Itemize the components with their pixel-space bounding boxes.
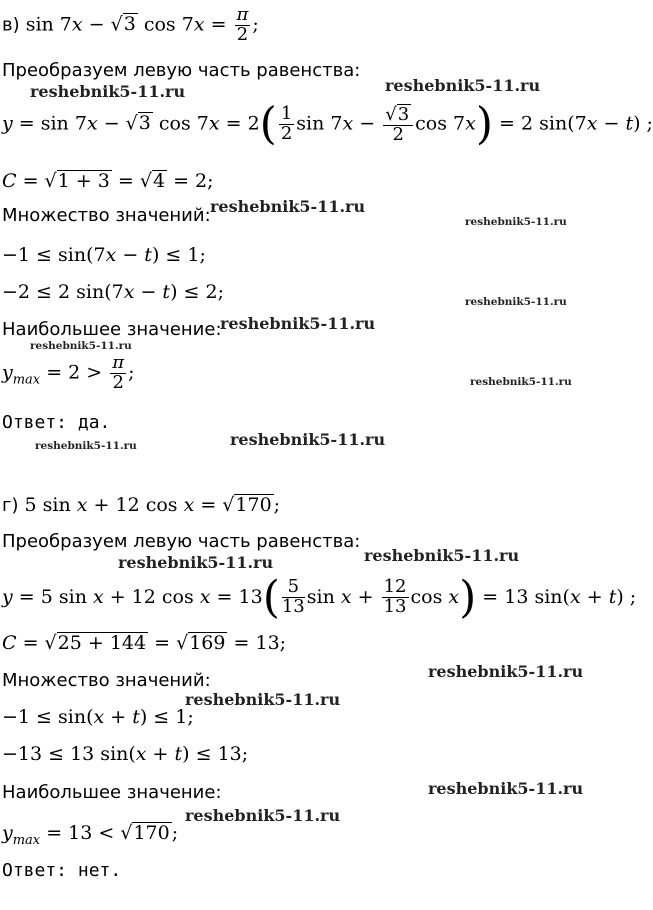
- part-g-equation: г) 5 sin x + 12 cos x = √170 ;: [2, 494, 281, 516]
- watermark: reshebnik5-11.ru: [230, 430, 386, 449]
- watermark: reshebnik5-11.ru: [30, 340, 132, 352]
- watermark: reshebnik5-11.ru: [470, 376, 572, 388]
- part-v-ymax-line: $y_{max} = 2$ > $\frac{\pi}{2}$ ;: [2, 352, 135, 393]
- part-v-ineq1: −1 ≤ sin(7x − t) ≤ 1;: [2, 244, 206, 266]
- part-g-transform-text: Преобразуем левую часть равенства:: [2, 531, 361, 552]
- part-v-transform-text: Преобразуем левую часть равенства:: [2, 60, 361, 81]
- watermark: reshebnik5-11.ru: [185, 806, 341, 825]
- watermark: reshebnik5-11.ru: [35, 440, 137, 452]
- part-v-label: в): [2, 14, 20, 36]
- watermark: reshebnik5-11.ru: [428, 779, 584, 798]
- part-v-max-text: Наибольшее значение:: [2, 319, 222, 340]
- part-g-label: г): [2, 495, 19, 516]
- part-g-ymax-line: $y_{max} = 13 < √170$ ;: [2, 822, 179, 848]
- part-v-answer-label: Ответ:: [2, 412, 68, 433]
- watermark: reshebnik5-11.ru: [428, 662, 584, 681]
- part-v-equation: в) sin 7x − √3 cos 7x = $\frac{\pi}{2}$ ;: [2, 4, 259, 45]
- part-v-answer: [2, 414, 110, 432]
- part-v-ineq2: −2 ≤ 2 sin(7x − t) ≤ 2;: [2, 281, 224, 303]
- watermark: reshebnik5-11.ru: [30, 82, 186, 101]
- watermark: reshebnik5-11.ru: [465, 216, 567, 228]
- watermark: reshebnik5-11.ru: [385, 76, 541, 95]
- part-g-range-text: Множество значений:: [2, 670, 211, 691]
- watermark: reshebnik5-11.ru: [118, 553, 274, 572]
- part-v-answer-value: да.: [77, 412, 111, 433]
- part-v-range-text: Множество значений:: [2, 205, 211, 226]
- part-g-max-text: Наибольшее значение:: [2, 782, 222, 803]
- watermark: reshebnik5-11.ru: [220, 314, 376, 333]
- part-g-answer: [2, 862, 121, 880]
- part-g-answer-value: нет.: [77, 860, 122, 881]
- part-g-ineq2: −13 ≤ 13 sin(x + t) ≤ 13;: [2, 743, 249, 765]
- part-g-y-line: y = 5 sin x + 12 cos x = 13( $\frac{5}{13}$ sin x + $\frac{12}{13}$ cos x) = 13 sin(x + t) ;: [2, 572, 637, 623]
- part-g-answer-label: Ответ:: [2, 860, 68, 881]
- part-v-y-line: y = sin 7x − √3 cos 7x = 2( $\frac{1}{2}$ sin 7x − $\frac{√3}{2}$ cos 7x) = 2 sin(7x − t) ;: [2, 98, 653, 150]
- part-v-c-line: C = √1 + 3 = √4 = 2;: [2, 170, 214, 192]
- part-g-c-line: C = √25 + 144 = √169 = 13;: [2, 632, 287, 654]
- watermark: reshebnik5-11.ru: [465, 296, 567, 308]
- watermark: reshebnik5-11.ru: [364, 546, 520, 565]
- watermark: reshebnik5-11.ru: [185, 690, 341, 709]
- watermark: reshebnik5-11.ru: [210, 197, 366, 216]
- part-g-ineq1: −1 ≤ sin(x + t) ≤ 1;: [2, 706, 194, 728]
